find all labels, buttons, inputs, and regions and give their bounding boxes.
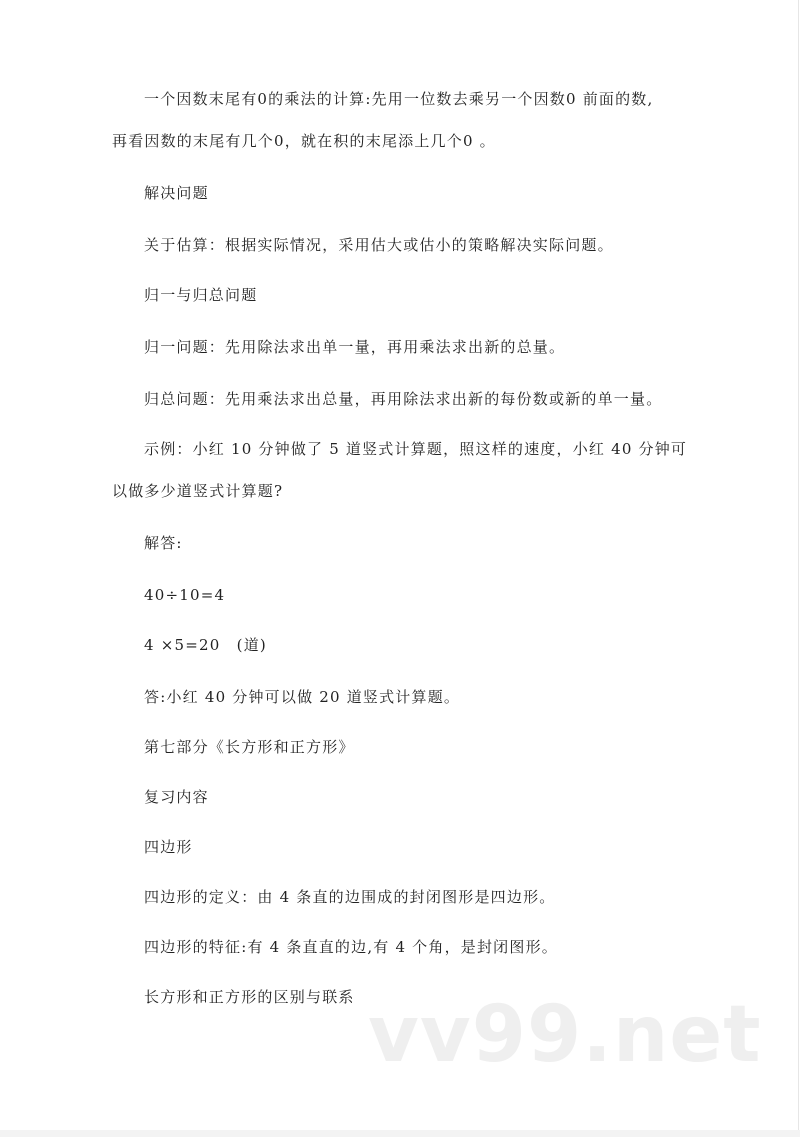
paragraph-quadrilateral-definition: 四边形的定义：由 4 条直的边围成的封闭图形是四边形。	[144, 888, 556, 906]
heading-rectangle-square: 长方形和正方形的区别与联系	[144, 988, 355, 1006]
answer-text: 答:小红 40 分钟可以做 20 道竖式计算题。	[144, 688, 461, 706]
paragraph-example-continued	[112, 470, 687, 512]
calculation-step-1: 40÷10=4	[144, 586, 226, 604]
part-seven-title: 第七部分《长方形和正方形》	[144, 738, 355, 756]
heading-quadrilateral: 四边形	[144, 838, 193, 856]
paragraph-line: 一个因数末尾有0的乘法的计算:先用一位数去乘另一个因数0 前面的数,	[144, 90, 654, 108]
paragraph-zero-multiplication	[112, 78, 687, 120]
heading-solve-problems: 解决问题	[144, 184, 209, 202]
paragraph-line: 以做多少道竖式计算题?	[112, 482, 284, 500]
paragraph-estimation: 关于估算：根据实际情况，采用估大或估小的策略解决实际问题。	[144, 236, 614, 254]
paragraph-unit-problem: 归一问题：先用除法求出单一量，再用乘法求出新的总量。	[144, 338, 566, 356]
paragraph-line: 示例：小红 10 分钟做了 5 道竖式计算题，照这样的速度，小红 40 分钟可	[144, 440, 688, 458]
paragraph-zero-multiplication-continued	[112, 120, 687, 162]
paragraph-example	[112, 428, 687, 470]
heading-review-content: 复习内容	[144, 788, 209, 806]
paragraph-line: 再看因数的末尾有几个0，就在积的末尾添上几个0 。	[112, 132, 496, 150]
paragraph-quadrilateral-features: 四边形的特征:有 4 条直直的边,有 4 个角，是封闭图形。	[144, 938, 558, 956]
paragraph-total-problem: 归总问题：先用乘法求出总量，再用除法求出新的每份数或新的单一量。	[144, 390, 663, 408]
page-bottom-edge	[0, 1130, 800, 1137]
answer-label: 解答:	[144, 534, 183, 552]
heading-unit-total-problems: 归一与归总问题	[144, 286, 258, 304]
calculation-step-2: 4 ×5=20 (道)	[144, 636, 267, 654]
watermark: vv99.net	[368, 990, 762, 1080]
